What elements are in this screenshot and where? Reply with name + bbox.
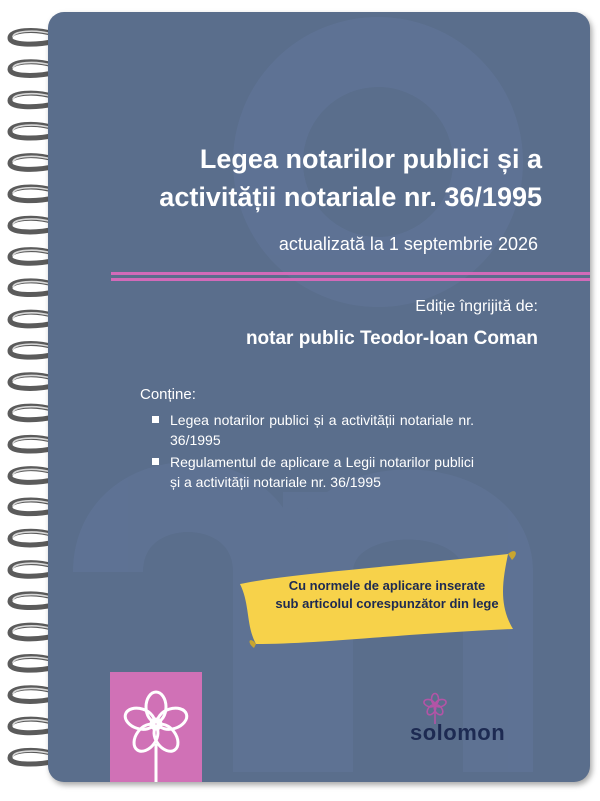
watermark-letters xyxy=(48,12,590,782)
book-cover xyxy=(48,12,590,782)
banner-text xyxy=(272,577,502,613)
list-item xyxy=(146,452,474,492)
bullet-icon xyxy=(152,416,159,423)
editor-label: Ediție îngrijită de: xyxy=(415,298,538,315)
subtitle: actualizată la 1 septembrie 2026 xyxy=(278,234,538,254)
flower-emblem xyxy=(110,672,202,782)
banner-line-1: Cu normele de aplicare inserate xyxy=(288,578,486,593)
list-item xyxy=(146,410,474,450)
divider xyxy=(111,272,590,281)
contents-item-text: Legea notarilor publici și a activității notariale nr. 36/1995 xyxy=(170,412,474,448)
editor-name: notar public Teodor-Ioan Coman xyxy=(245,328,538,349)
bullet-icon xyxy=(152,458,159,465)
banner-line-2: sub articolul corespunzător din lege xyxy=(275,596,499,611)
contents-label: Conține: xyxy=(140,386,196,403)
flower-icon xyxy=(110,672,202,782)
title-line-2: activității notariale nr. 36/1995 xyxy=(159,182,542,212)
contents-item-text: Regulamentul de aplicare a Legii notarilor publici și a activității notariale nr. 36/1995 xyxy=(170,454,474,490)
contents-list xyxy=(146,410,474,494)
publisher-logo: solomon xyxy=(410,720,506,745)
book-title xyxy=(72,140,542,216)
title-line-1: Legea notarilor publici și a xyxy=(199,144,542,174)
